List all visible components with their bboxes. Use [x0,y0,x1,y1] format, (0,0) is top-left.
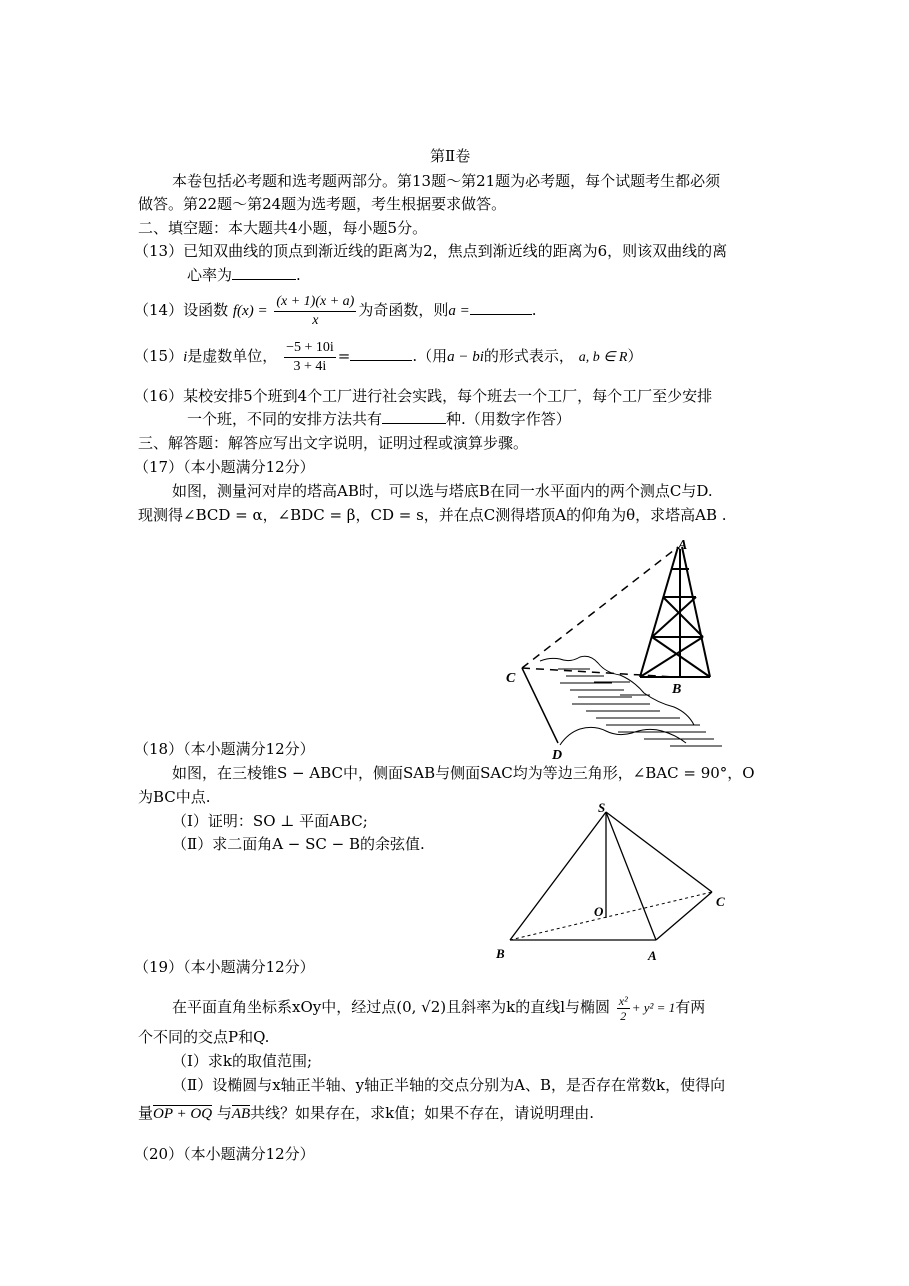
q19-ellipse-fraction [617,994,630,1023]
q15-number: （15） [134,347,184,365]
q19-ellipse-num: x² [618,993,628,1008]
q14-line [134,290,537,331]
tower-label-b: B [672,682,682,697]
q18-line-1: 如图，在三棱锥S − ABC中，侧面SAB与侧面SAC均为等边三角形，∠BAC = 90°，O [172,764,755,782]
q15-numerator: −5 + 10i [284,339,336,358]
pyramid-label-c: C [716,894,725,909]
q13-text-2: 心率为 [187,266,233,284]
q14-fraction [274,293,356,330]
q15-denominator: 3 + 4i [293,358,327,374]
q13-answer-blank[interactable] [232,265,296,280]
q16-line-1 [134,386,712,406]
q15-eq: = [337,347,351,365]
q14-mid: 为奇函数，则 [358,301,449,319]
q13-line-2 [187,265,301,285]
tower-label-c: C [506,671,516,686]
q14-end: . [531,301,537,319]
q16-text-1: 某校安排5个班到4个工厂进行社会实践，每个班去一个工厂，每个工厂至少安排 [183,387,713,405]
q19-part-2: （Ⅱ）设椭圆与x轴正半轴、y轴正半轴的交点分别为A、B，是否存在常数k，使得向 [172,1076,726,1094]
q18-pyramid-figure [490,800,740,965]
pyramid-label-b: B [496,946,505,961]
q19-text-3c: 共线？如果存在，求k值；如果不存在，请说明理由. [250,1104,595,1122]
q15-fraction [284,339,336,376]
q18-part-1: （Ⅰ）证明：SO ⊥ 平面ABC; [172,812,368,830]
q17-line-1: 如图，测量河对岸的塔高AB时，可以选与塔底B在同一水平面内的两个测点C与D. [172,482,713,500]
q16-text-2a: 一个班，不同的安排方法共有 [187,410,383,428]
q18-part-2: （Ⅱ）求二面角A − SC − B的余弦值. [172,835,425,853]
q14-answer-blank[interactable] [470,300,532,315]
q14-pre: 设函数 [183,301,229,319]
intro-line-1: 本卷包括必考题和选考题两部分。第13题～第21题为必考题，每个试题考生都必须 [172,172,721,190]
tower-label-a: A [678,538,688,553]
q19-line-3 [138,1100,594,1127]
q15-i: i [183,349,188,365]
q15-end: .（用 [412,347,448,365]
q16-text-2b: 种.（用数字作答） [446,410,571,428]
q15-post: 的形式表示， [483,347,574,365]
q15-line [134,336,642,378]
q18-line-2: 为BC中点. [138,788,211,806]
q19-vector-2: AB [231,1106,251,1122]
q19-line-2: 个不同的交点P和Q. [138,1028,270,1046]
q15-close: ） [627,347,643,365]
q19-text-3a: 量 [138,1104,154,1122]
q20-heading: （20）（本小题满分12分） [134,1145,315,1163]
q19-text-3b: 与 [216,1104,232,1122]
q13-end: . [296,266,301,284]
q16-number: （16） [134,387,184,405]
section-title: 第Ⅱ卷 [430,147,471,165]
q15-form: a − bi [447,349,484,365]
q14-denominator: x [312,312,319,328]
section-2-heading: 二、填空题：本大题共4小题，每小题5分。 [138,219,428,237]
pyramid-label-s: S [598,800,606,815]
pyramid-label-a: A [648,948,657,963]
q19-text-1a: 在平面直角坐标系xOy中，经过点(0, √2)且斜率为k的直线l与椭圆 [172,998,611,1016]
q17-heading: （17）（本小题满分12分） [134,458,315,476]
q19-ellipse-den: 2 [620,1008,627,1023]
q13-number: （13） [134,242,184,260]
section-3-heading: 三、解答题：解答应写出文字说明，证明过程或演算步骤。 [138,434,529,452]
q15-condition: a, b ∈ R [578,350,628,365]
intro-line-2: 做答。第22题～第24题为选考题，考生根据要求做答。 [138,195,507,213]
q14-a: a = [448,303,470,319]
q15-answer-blank[interactable] [350,346,412,361]
q19-vector-1: OP + OQ [153,1106,213,1122]
q19-part-1: （Ⅰ）求k的取值范围; [172,1052,313,1070]
q19-heading: （19）（本小题满分12分） [134,958,315,976]
q17-line-2: 现测得∠BCD = α，∠BDC = β，CD = s，并在点C测得塔顶A的仰角为θ，求塔高AB . [138,506,727,524]
tower-label-d: D [552,748,563,763]
q19-text-1b: 有两 [675,998,706,1016]
q17-tower-figure [500,535,740,765]
q18-heading: （18）（本小题满分12分） [134,740,315,758]
q14-numerator: (x + 1)(x + a) [274,293,356,312]
q16-answer-blank[interactable] [382,409,446,424]
q14-fx: f(x) = [232,303,268,319]
q13-text-1: 已知双曲线的顶点到渐近线的距离为2，焦点到渐近线的距离为6，则该双曲线的离 [183,242,728,260]
q15-pre: 是虚数单位， [187,347,278,365]
pyramid-label-o: O [594,904,604,919]
q19-ellipse-rest: + y² = 1 [631,1000,676,1015]
q16-line-2 [187,409,571,429]
q13-line-1 [134,241,727,261]
q19-line-1 [172,987,705,1028]
q14-number: （14） [134,301,184,319]
